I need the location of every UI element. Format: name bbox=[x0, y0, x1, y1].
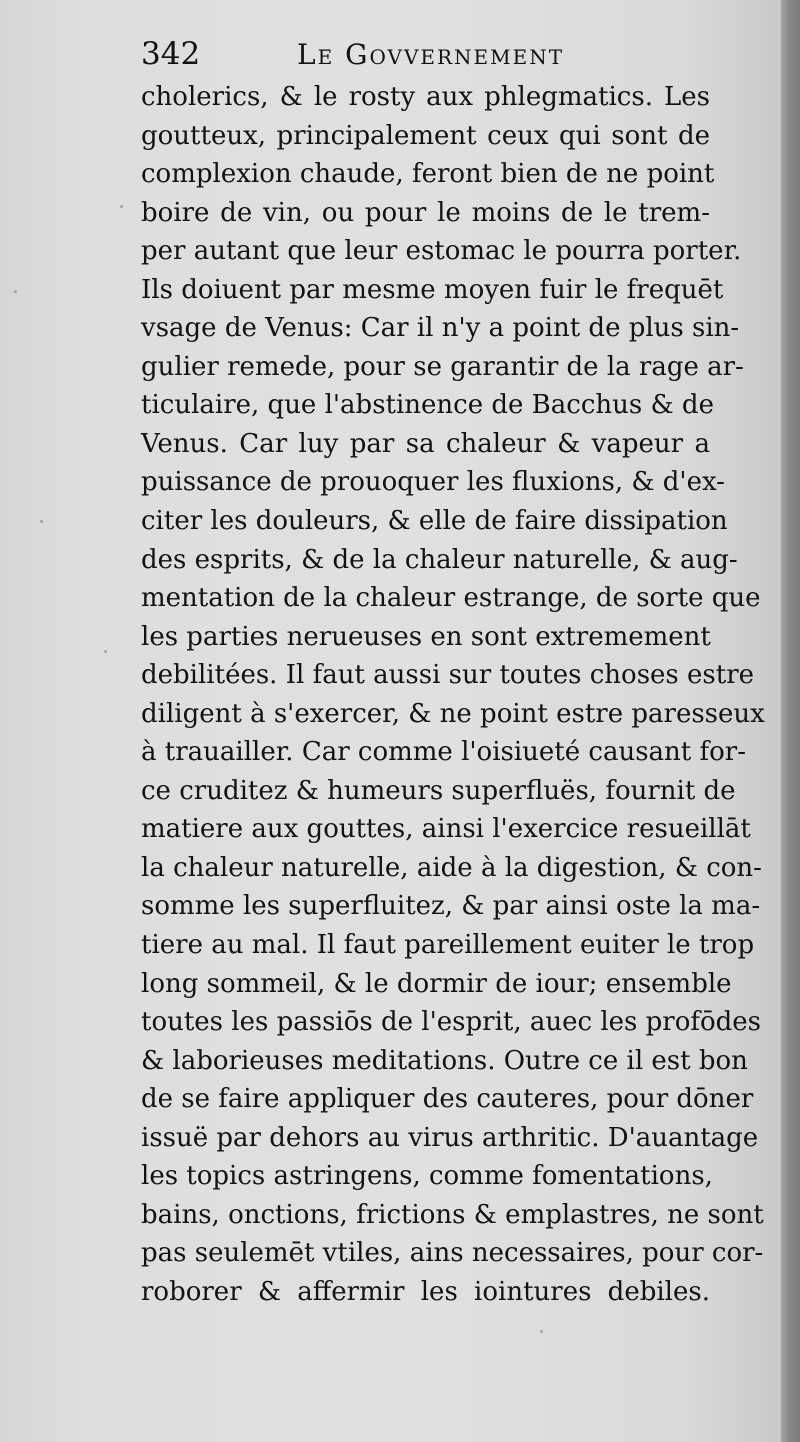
text-line: roborer & affermir les iointures debiles. bbox=[141, 1276, 710, 1307]
text-line: toutes les passiōs de l'esprit, auec les profōdes bbox=[141, 1007, 762, 1038]
text-line: issuë par dehors au virus arthritic. D'auantage bbox=[141, 1122, 759, 1153]
text-line: cholerics, & le rosty aux phlegmatics. Les bbox=[141, 82, 710, 112]
body-text bbox=[141, 78, 765, 1312]
text-line: boire de vin, ou pour le moins de le trem- bbox=[141, 197, 710, 228]
paper-speck bbox=[120, 205, 123, 208]
paper-speck bbox=[540, 1330, 543, 1333]
paper-speck bbox=[104, 650, 107, 653]
text-line: les topics astringens, comme fomentations, bbox=[141, 1161, 713, 1192]
text-line: Venus. Car luy par sa chaleur & vapeur a bbox=[141, 428, 710, 459]
text-line: goutteux, principalement ceux qui sont de bbox=[141, 120, 710, 151]
text-line: somme les superfluitez, & par ainsi oste la ma- bbox=[141, 891, 761, 922]
text-line: diligent à s'exercer, & ne point estre paresseux bbox=[141, 698, 765, 729]
text-line: per autant que leur estomac le pourra porter. bbox=[141, 236, 742, 267]
text-line: & laborieuses meditations. Outre ce il est bon bbox=[141, 1045, 748, 1076]
text-line: ce cruditez & humeurs superfluës, fournit de bbox=[141, 775, 736, 806]
text-line: matiere aux gouttes, ainsi l'exercice resueillāt bbox=[141, 814, 751, 845]
text-line: la chaleur naturelle, aide à la digestion, & con- bbox=[141, 852, 762, 883]
text-line: debilitées. Il faut aussi sur toutes choses estre bbox=[141, 660, 755, 691]
text-line: les parties nerueuses en sont extremement bbox=[141, 621, 711, 652]
text-line: citer les douleurs, & elle de faire dissipation bbox=[141, 506, 728, 537]
page-header bbox=[141, 34, 619, 78]
text-line: long sommeil, & le dormir de iour; ensemble bbox=[141, 968, 732, 999]
paper-speck bbox=[14, 290, 17, 293]
page-edge-shadow bbox=[781, 0, 800, 1442]
text-line: tiere au mal. Il faut pareillement euiter le trop bbox=[141, 930, 755, 961]
text-line: puissance de prouoquer les fluxions, & d'ex- bbox=[141, 467, 725, 498]
text-line: Ils doiuent par mesme moyen fuir le frequēt bbox=[141, 274, 724, 305]
running-title: Le Govvernement bbox=[297, 38, 565, 71]
text-line: complexion chaude, feront bien de ne point bbox=[141, 159, 715, 190]
text-line: des esprits, & de la chaleur naturelle, & aug- bbox=[141, 544, 738, 575]
text-line: pas seulemēt vtiles, ains necessaires, pour cor- bbox=[141, 1238, 764, 1269]
paper-speck bbox=[40, 520, 43, 523]
text-line: à trauailler. Car comme l'oisiueté causant for- bbox=[141, 737, 747, 768]
text-line: mentation de la chaleur estrange, de sorte que bbox=[141, 583, 761, 614]
text-line: bains, onctions, frictions & emplastres, ne sont bbox=[141, 1199, 764, 1230]
text-line: gulier remede, pour se garantir de la rage ar- bbox=[141, 351, 744, 382]
text-line: vsage de Venus: Car il n'y a point de plus sin- bbox=[141, 313, 740, 344]
page-number: 342 bbox=[141, 36, 201, 72]
text-line: ticulaire, que l'abstinence de Bacchus & de bbox=[141, 390, 714, 421]
text-line: de se faire appliquer des cauteres, pour dōner bbox=[141, 1084, 754, 1115]
